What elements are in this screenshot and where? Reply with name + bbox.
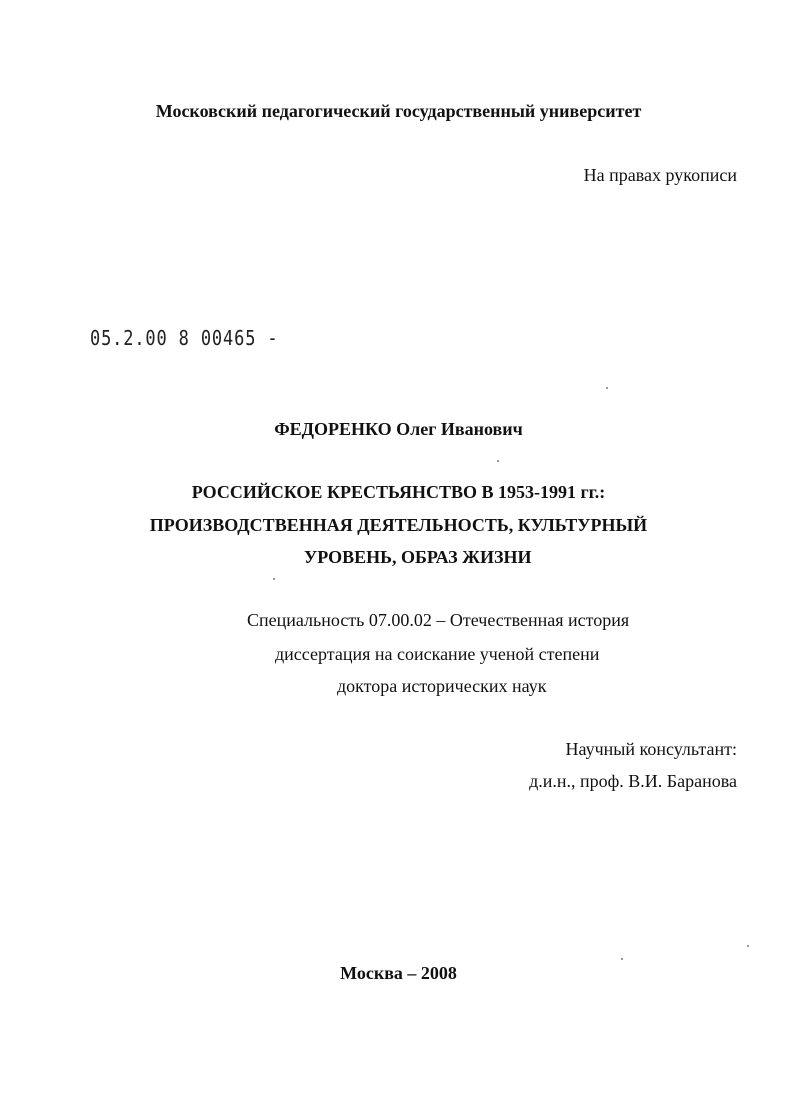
degree-line: доктора исторических наук [337, 676, 547, 696]
consultant-label: Научный консультант: [565, 739, 737, 759]
scan-speck [621, 958, 623, 960]
scan-speck [273, 578, 275, 580]
dissertation-title-line: ПРОИЗВОДСТВЕННАЯ ДЕЯТЕЛЬНОСТЬ, КУЛЬТУРНЫЙ [149, 515, 648, 535]
specialty-line: Специальность 07.00.02 – Отечественная история [247, 610, 630, 630]
dissertation-title-line: УРОВЕНЬ, ОБРАЗ ЖИЗНИ [304, 547, 532, 567]
dissertation-type-line: диссертация на соискание ученой степени [275, 644, 600, 664]
author-name: ФЕДОРЕНКО Олег Иванович [274, 419, 523, 439]
scan-speck [606, 387, 608, 389]
scan-speck [497, 460, 499, 462]
dissertation-title-line: РОССИЙСКОЕ КРЕСТЬЯНСТВО В 1953-1991 гг.: [191, 482, 606, 502]
scan-speck [747, 945, 749, 947]
library-stamp-number: 05.2.00 8 00465 - [90, 326, 279, 350]
university-name: Московский педагогический государственный университет [155, 101, 642, 121]
consultant-name: д.и.н., проф. В.И. Баранова [529, 771, 737, 791]
manuscript-note: На правах рукописи [583, 165, 737, 185]
city-year: Москва – 2008 [340, 963, 457, 983]
